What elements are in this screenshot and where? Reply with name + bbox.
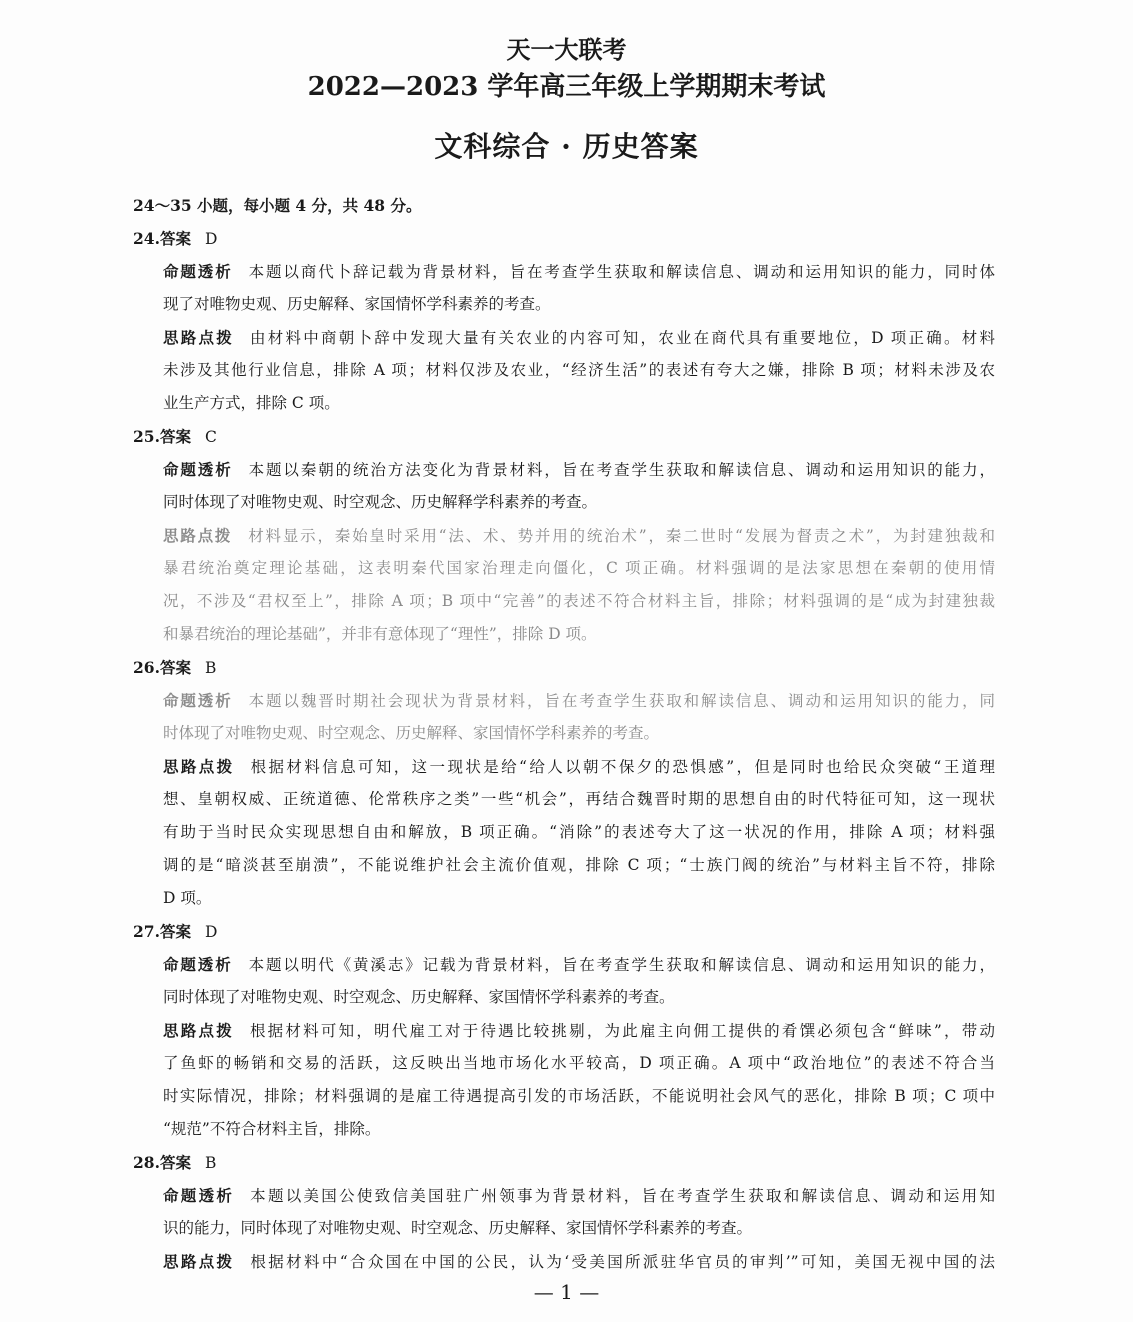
line-text: 有助于当时民众实现思想自由和解放，B 项正确。“消除”的表述夸大了这一状况的作用，排除 A 项；材料强 (163, 823, 995, 841)
line-text: “规范”不符合材料主旨，排除。 (163, 1120, 381, 1138)
answer-value: B (204, 1154, 217, 1172)
paragraph-label: 命题透析 (163, 262, 233, 281)
line-text: 本题以秦朝的统治方法变化为背景材料，旨在考查学生获取和解读信息、调动和运用知识的能力， (248, 461, 995, 479)
subject-title: 文科综合 · 历史答案 (434, 130, 699, 163)
question-number: 28. (133, 1153, 160, 1172)
question-list (133, 222, 995, 1278)
analysis-paragraph (133, 519, 995, 651)
answer-label: 答案 (159, 922, 191, 941)
paragraph-label: 思路点拨 (163, 526, 233, 545)
paragraph-label: 命题透析 (163, 1186, 235, 1205)
line-text: 和暴君统治的理论基础”，并非有意体现了“理性”，排除 D 项。 (163, 625, 597, 643)
paragraph-label: 思路点拨 (163, 1252, 235, 1271)
line-text: 调的是“暗淡甚至崩溃”，不能说维护社会主流价值观，排除 C 项；“士族门阀的统治”与材料主旨不符，排除 (163, 856, 995, 874)
line-text: 材料显示，秦始皇时采用“法、术、势并用的统治术”，秦二世时“发展为督责之术”，为封建独裁和 (248, 527, 995, 545)
answer-label: 答案 (159, 658, 191, 677)
line-text: 同时体现了对唯物史观、时空观念、历史解释学科素养的考查。 (163, 493, 598, 511)
paragraph-line (163, 1113, 995, 1146)
line-text: 识的能力，同时体现了对唯物史观、时空观念、历史解释、家国情怀学科素养的考查。 (163, 1219, 753, 1237)
answer-value: B (204, 659, 217, 677)
question-block (133, 1146, 995, 1278)
line-text: 况，不涉及“君权至上”，排除 A 项；B 项中“完善”的表述不符合材料主旨，排除；材料强调的是“成为封建独裁 (163, 592, 995, 610)
analysis-paragraph (133, 255, 995, 321)
paragraph-line (163, 783, 995, 816)
line-text: 根据材料中“合众国在中国的公民，认为‘受美国所派驻华官员的审判’”可知，美国无视中国的法 (250, 1253, 995, 1271)
question-number: 24. (133, 229, 160, 248)
question-header (133, 420, 995, 453)
page-number: — 1 — (533, 1280, 600, 1304)
paragraph-line (163, 354, 995, 387)
paragraph-line (163, 684, 995, 717)
line-text: 想、皇朝权威、正统道德、伦常秩序之类”一些“机会”，再结合魏晋时期的思想自由的时代特征可知，这一现状 (163, 790, 995, 808)
line-text: D 项。 (163, 889, 212, 907)
answer-label: 答案 (159, 1153, 191, 1172)
question-number: 27. (133, 922, 160, 941)
question-header (133, 651, 995, 684)
paragraph-line (163, 948, 995, 981)
line-text: 根据材料可知，明代雇工对于待遇比较挑剔，为此雇主向佣工提供的肴馔必须包含“鲜味”，带动 (249, 1022, 995, 1040)
analysis-paragraph (133, 321, 995, 420)
paragraph-line (163, 717, 995, 750)
paragraph-line (163, 519, 995, 552)
answer-value: C (204, 428, 217, 446)
line-text: 同时体现了对唯物史观、时空观念、历史解释、家国情怀学科素养的考查。 (163, 988, 675, 1006)
paragraph-line (163, 618, 995, 651)
question-number: 25. (133, 427, 160, 446)
exam-organizer: 天一大联考 (506, 35, 627, 64)
line-text: 本题以商代卜辞记载为背景材料，旨在考查学生获取和解读信息、调动和运用知识的能力，同时体 (248, 263, 995, 281)
line-text: 业生产方式，排除 C 项。 (163, 394, 340, 412)
answer-label: 答案 (159, 229, 191, 248)
answer-content (133, 189, 995, 1278)
answer-value: D (204, 923, 218, 941)
paragraph-line (163, 1080, 995, 1113)
analysis-paragraph (133, 1014, 995, 1146)
paragraph-line (163, 816, 995, 849)
paragraph-label: 命题透析 (163, 955, 233, 974)
paragraph-line (163, 750, 995, 783)
exam-title: 2022—2023 学年高三年级上学期期末考试 (307, 72, 826, 102)
analysis-paragraph (133, 684, 995, 750)
paragraph-line (163, 1047, 995, 1080)
line-text: 暴君统治奠定理论基础，这表明秦代国家治理走向僵化，C 项正确。材料强调的是法家思想在秦朝的使用情 (163, 559, 995, 577)
paragraph-line (163, 882, 995, 915)
line-text: 了鱼虾的畅销和交易的活跃，这反映出当地市场化水平较高，D 项正确。A 项中“政治地位”的表述不符合当 (163, 1054, 995, 1072)
question-block (133, 651, 995, 915)
paragraph-line (163, 453, 995, 486)
paragraph-line (163, 1179, 995, 1212)
line-text: 本题以美国公使致信美国驻广州领事为背景材料，旨在考查学生获取和解读信息、调动和运用知 (250, 1187, 995, 1205)
paragraph-line (163, 981, 995, 1014)
question-block (133, 420, 995, 651)
line-text: 根据材料信息可知，这一现状是给“给人以朝不保夕的恐惧感”，但是同时也给民众突破“王道理 (250, 758, 995, 776)
paragraph-line (163, 849, 995, 882)
question-header (133, 1146, 995, 1179)
line-text: 由材料中商朝卜辞中发现大量有关农业的内容可知，农业在商代具有重要地位，D 项正确。材料 (250, 329, 995, 347)
analysis-paragraph (133, 453, 995, 519)
analysis-paragraph (133, 750, 995, 915)
line-text: 时实际情况，排除；材料强调的是雇工待遇提高引发的市场活跃，不能说明社会风气的恶化，排除 B 项；C 项中 (163, 1087, 995, 1105)
paragraph-label: 思路点拨 (163, 757, 235, 776)
paragraph-line (163, 585, 995, 618)
analysis-paragraph (133, 1179, 995, 1245)
line-text: 未涉及其他行业信息，排除 A 项；材料仅涉及农业，“经济生活”的表述有夸大之嫌，排除 B 项；材料未涉及农 (163, 361, 995, 379)
paragraph-label: 命题透析 (163, 691, 233, 710)
analysis-paragraph (133, 948, 995, 1014)
paragraph-label: 命题透析 (163, 460, 233, 479)
analysis-paragraph (133, 1245, 995, 1278)
question-header (133, 915, 995, 948)
line-text: 本题以魏晋时期社会现状为背景材料，旨在考查学生获取和解读信息、调动和运用知识的能力，同 (248, 692, 995, 710)
paragraph-line (163, 387, 995, 420)
question-number: 26. (133, 658, 160, 677)
answer-value: D (204, 230, 218, 248)
paragraph-label: 思路点拨 (163, 328, 234, 347)
section-intro: 24～35 小题，每小题 4 分，共 48 分。 (133, 196, 422, 215)
paragraph-line (163, 288, 995, 321)
paragraph-line (163, 1212, 995, 1245)
paragraph-line (163, 486, 995, 519)
line-text: 现了对唯物史观、历史解释、家国情怀学科素养的考查。 (163, 295, 551, 313)
question-header (133, 222, 995, 255)
paragraph-line (163, 321, 995, 354)
question-block (133, 222, 995, 420)
question-block (133, 915, 995, 1146)
line-text: 本题以明代《黄溪志》记载为背景材料，旨在考查学生获取和解读信息、调动和运用知识的能力， (248, 956, 995, 974)
answer-label: 答案 (159, 427, 191, 446)
paragraph-label: 思路点拨 (163, 1021, 234, 1040)
line-text: 时体现了对唯物史观、时空观念、历史解释、家国情怀学科素养的考查。 (163, 724, 660, 742)
paragraph-line (163, 255, 995, 288)
paragraph-line (163, 552, 995, 585)
paragraph-line (163, 1014, 995, 1047)
paragraph-line (163, 1245, 995, 1278)
